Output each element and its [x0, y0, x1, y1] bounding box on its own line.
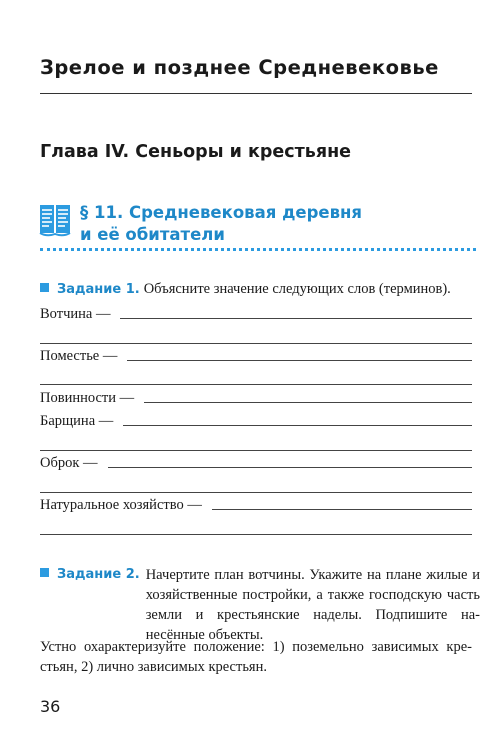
answer-line[interactable] [212, 508, 472, 510]
term-label: Натуральное хозяйство — [40, 497, 202, 513]
header-divider [40, 93, 472, 94]
dotted-divider [40, 248, 476, 251]
term-label: Повинности — [40, 390, 135, 406]
term-row-naturalnoe-khozyaystvo [40, 497, 472, 514]
task-2 [40, 565, 480, 645]
answer-line[interactable] [40, 450, 472, 451]
oral-task-text: Устно охарактеризуйте положение: 1) поземельно зависимых крестьян, 2) лично зависимых крестьян. [40, 639, 472, 675]
term-label: Поместье — [40, 348, 118, 364]
paragraph-title [80, 202, 362, 246]
answer-line[interactable] [120, 317, 472, 319]
answer-line[interactable] [40, 492, 472, 493]
answer-line[interactable] [40, 343, 472, 344]
answer-line[interactable] [144, 401, 472, 403]
task-marker-icon [40, 568, 49, 577]
answer-line[interactable] [40, 384, 472, 385]
answer-line[interactable] [108, 466, 472, 468]
task-marker-icon [40, 283, 49, 292]
task-1-heading [40, 280, 451, 298]
task-2-label: Задание 2. [57, 567, 140, 582]
term-row-obrok [40, 455, 472, 472]
term-label: Вотчина — [40, 306, 111, 322]
answer-line[interactable] [123, 424, 472, 426]
paragraph-book-icon [38, 202, 72, 238]
task-2-text: Начертите план вотчины. Укажите на плане жилые и хозяйственные постройки, а также господскую часть земли и крестьянские наделы. Подпишите нанесённые объекты. [145, 567, 480, 643]
task-1-text: Объясните значение следующих слов (терминов). [143, 281, 451, 297]
term-row-barshchina [40, 413, 472, 430]
term-row-pomestye [40, 348, 472, 365]
term-label: Оброк — [40, 455, 98, 471]
page-number: 36 [40, 697, 61, 716]
term-row-votchina [40, 306, 472, 323]
paragraph-title-line-1: § 11. Средневековая деревня [80, 203, 363, 222]
chapter-title: Глава IV. Сеньоры и крестьяне [40, 142, 352, 162]
answer-line[interactable] [127, 359, 472, 361]
term-label: Барщина — [40, 413, 114, 429]
answer-line[interactable] [40, 534, 472, 535]
task-1-label: Задание 1. [57, 282, 140, 297]
section-header: Зрелое и позднее Средневековье [40, 56, 439, 79]
term-row-povinnosti [40, 390, 472, 407]
paragraph-title-line-2: и её обитатели [80, 225, 225, 244]
